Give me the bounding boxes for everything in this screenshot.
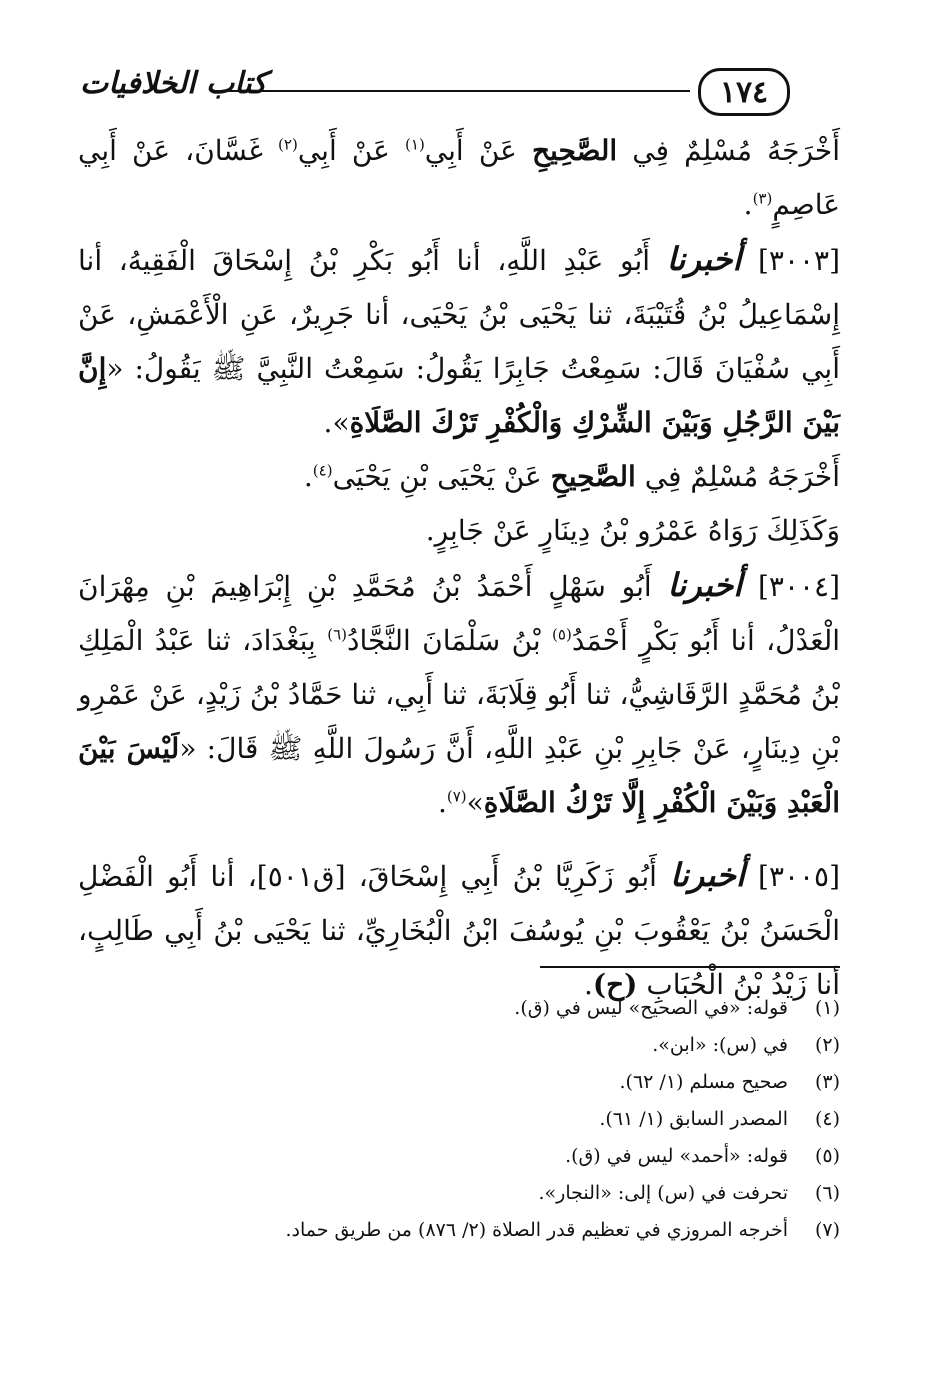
book-title: كتاب الخلافيات — [80, 66, 267, 101]
text-run: أَبُو عَبْدِ اللَّهِ، أنا أَبُو بَكْرِ بْنُ إِسْحَاقَ الْفَقِيهُ، أنا إِسْمَاعِيلُ بْنُ قُتَيْبَةَ، ثنا يَحْيَى بْنُ يَحْيَى، أنا جَرِيرٌ، عَنِ الْأَعْمَشِ، عَنْ أَبِي سُفْيَانَ قَالَ: سَمِعْتُ جَابِرًا يَقُولُ: سَمِعْتُ النَّبِيَّ ﷺ يَقُولُ: « — [78, 244, 840, 385]
main-text — [78, 124, 840, 1012]
hadith-3004 — [78, 558, 840, 830]
hadith-number: [٣٠٠٣] — [757, 244, 840, 277]
text-run: بِبَغْدَادَ، ثنا عَبْدُ الْمَلِكِ بْنُ مُحَمَّدٍ الرَّقَاشِيُّ، ثنا أَبُو قِلَابَةَ، ثنا أَبِي، ثنا حَمَّادُ بْنُ زَيْدٍ، عَنْ عَمْرِو بْنِ دِينَارٍ، عَنْ جَابِرِ بْنِ عَبْدِ اللَّهِ، أَنَّ رَسُولَ اللَّهِ ﷺ قَالَ: « — [78, 624, 841, 765]
text-run: عَنْ يَحْيَى بْنِ يَحْيَى — [332, 460, 551, 493]
text-run: . — [743, 188, 753, 221]
hadith-number: [٣٠٠٥] — [758, 860, 841, 893]
footnote-text: في (س): «ابن». — [652, 1034, 788, 1056]
footnote-item — [120, 1064, 840, 1101]
footnote-number: (٢) — [814, 1034, 840, 1056]
footnote-marker: (٧) — [446, 787, 467, 806]
text-run: أَبُو سَهْلٍ أَحْمَدُ بْنُ مُحَمَّدِ بْنِ إِبْرَاهِيمَ بْنِ مِهْرَانَ الْعَدْلُ، أنا أَبُو بَكْرٍ أَحْمَدُ — [78, 570, 841, 657]
hadith-3003 — [78, 232, 840, 450]
paragraph-takhrij-2 — [78, 450, 840, 504]
ha-symbol: (ح) — [592, 968, 638, 1001]
footnote-number: (٣) — [814, 1071, 840, 1093]
footnote-text: تحرفت في (س) إلى: «النجار». — [538, 1182, 788, 1204]
footnote-marker: (٦) — [327, 625, 347, 644]
text-run: ». — [323, 406, 350, 439]
text-run: . — [303, 460, 313, 493]
hadith-number: [٣٠٠٤] — [757, 570, 840, 603]
footnote-separator — [540, 966, 840, 968]
text-run: . — [437, 786, 447, 819]
text-run: عَنْ أَبِي — [297, 134, 406, 167]
footnote-marker: (٥) — [552, 625, 572, 644]
text-run: أَخْرَجَهُ مُسْلِمٌ فِي — [635, 460, 840, 493]
page-number-badge — [698, 68, 790, 116]
page-header — [80, 60, 860, 120]
akhbarana-heading: أخبرنا — [666, 240, 742, 278]
footnote-number: (٦) — [814, 1182, 840, 1204]
footnote-number: (٥) — [814, 1145, 840, 1167]
footnote-text: قوله: «في الصحيح» ليس في (ق). — [514, 997, 788, 1019]
bold-text: الصَّحِيحِ — [550, 460, 636, 493]
footnotes — [120, 990, 840, 1249]
hadith-3005 — [78, 848, 840, 1012]
footnote-text: المصدر السابق (١/ ٦١). — [599, 1108, 788, 1130]
text-run: بْنُ سَلْمَانَ النَّجَّادُ — [346, 624, 553, 657]
hadith-matn: لَيْسَ بَيْنَ الْعَبْدِ وَبَيْنَ الْكُفْرِ إِلَّا تَرْكُ الصَّلَاةِ — [78, 732, 840, 819]
footnote-item — [120, 1175, 840, 1212]
akhbarana-heading: أخبرنا — [670, 856, 745, 894]
text-run: غَسَّانَ، عَنْ أَبِي عَاصِمٍ — [78, 134, 840, 221]
footnote-item — [120, 1212, 840, 1249]
footnote-marker: (٤) — [312, 461, 333, 480]
footnote-number: (٤) — [814, 1108, 840, 1130]
header-rule — [210, 90, 690, 92]
footnote-number: (١) — [814, 997, 840, 1019]
footnote-item — [120, 1138, 840, 1175]
text-run: أَبُو زَكَرِيَّا بْنُ أَبِي إِسْحَاقَ، [ق٥٠١]، أنا أَبُو الْفَضْلِ الْحَسَنُ بْنُ يَعْقُوبَ بْنِ يُوسُفَ ابْنُ الْبُخَارِيِّ، ثنا يَحْيَى بْنُ أَبِي طَالِبٍ، أنا زَيْدُ بْنُ الْحُبَابِ — [78, 860, 840, 1001]
page-number: ١٧٤ — [719, 74, 769, 110]
text-run: » — [466, 786, 484, 819]
footnote-marker: (١) — [405, 135, 425, 154]
footnote-item — [120, 1101, 840, 1138]
footnote-marker: (٣) — [752, 189, 773, 208]
akhbarana-heading: أخبرنا — [667, 566, 743, 604]
text-run: . — [583, 968, 593, 1001]
footnote-text: أخرجه المروزي في تعظيم قدر الصلاة (٢/ ٨٧٦) من طريق حماد. — [285, 1219, 788, 1241]
footnote-text: صحيح مسلم (١/ ٦٢). — [619, 1071, 788, 1093]
paragraph-riwaya — [78, 504, 840, 558]
footnote-number: (٧) — [814, 1219, 840, 1241]
footnote-item — [120, 990, 840, 1027]
footnote-marker: (٢) — [278, 135, 298, 154]
footnote-text: قوله: «أحمد» ليس في (ق). — [565, 1145, 788, 1167]
footnote-item — [120, 1027, 840, 1064]
text-run: عَنْ أَبِي — [424, 134, 532, 167]
paragraph-takhrij-1 — [78, 124, 840, 232]
bold-text: الصَّحِيحِ — [531, 134, 618, 167]
text-run: أَخْرَجَهُ مُسْلِمٌ فِي — [617, 134, 841, 167]
hadith-matn: إِنَّ بَيْنَ الرَّجُلِ وَبَيْنَ الشِّرْكِ وَالْكُفْرِ تَرْكَ الصَّلَاةِ — [78, 352, 840, 439]
text-run: وَكَذَلِكَ رَوَاهُ عَمْرُو بْنُ دِينَارٍ عَنْ جَابِرٍ. — [425, 514, 840, 547]
